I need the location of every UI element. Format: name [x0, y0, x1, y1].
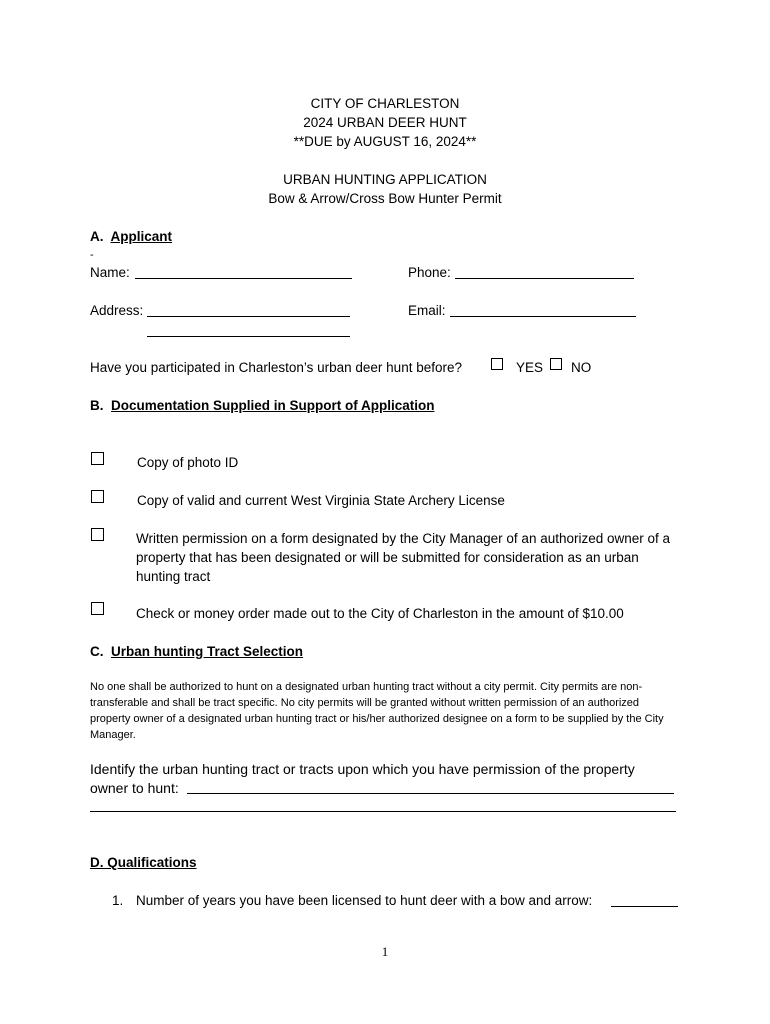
section-a-title: Applicant: [110, 229, 173, 244]
address-field-line-1[interactable]: [147, 316, 350, 317]
tract-field-line-1[interactable]: [187, 793, 674, 794]
header-due-date: **DUE by AUGUST 16, 2024**: [293, 134, 477, 149]
section-b-letter: B.: [90, 398, 104, 413]
name-field[interactable]: [135, 278, 352, 279]
address-field-line-2[interactable]: [147, 336, 350, 337]
stray-mark: -: [90, 249, 94, 261]
photo-id-checkbox[interactable]: [91, 452, 104, 465]
years-licensed-field[interactable]: [611, 906, 678, 907]
doc-item-archery-license: Copy of valid and current West Virginia State Archery License: [137, 493, 505, 508]
header-event: 2024 URBAN DEER HUNT: [303, 115, 467, 130]
yes-label: YES: [516, 360, 544, 375]
header-application-title: URBAN HUNTING APPLICATION: [283, 172, 487, 187]
name-label: Name:: [90, 265, 130, 280]
participation-question: Have you participated in Charleston’s urban deer hunt before?: [90, 360, 462, 375]
no-checkbox[interactable]: [550, 358, 562, 370]
header-permit-type: Bow & Arrow/Cross Bow Hunter Permit: [268, 191, 502, 206]
section-a-heading: [90, 228, 172, 246]
tract-field-line-2[interactable]: [90, 811, 676, 812]
phone-label: Phone:: [408, 265, 451, 280]
phone-field[interactable]: [455, 278, 634, 279]
payment-checkbox[interactable]: [91, 602, 104, 615]
section-b-title: Documentation Supplied in Support of Application: [111, 398, 435, 413]
doc-item-payment: Check or money order made out to the City of Charleston in the amount of $10.00: [136, 606, 624, 621]
section-a-letter: A.: [90, 229, 104, 244]
section-c-title: Urban hunting Tract Selection: [111, 644, 304, 659]
section-d-heading: D. Qualifications: [90, 855, 197, 870]
section-b-heading: [90, 397, 435, 415]
header-city: CITY OF CHARLESTON: [310, 96, 460, 111]
section-c-paragraph: No one shall be authorized to hunt on a designated urban hunting tract without a city permit. City permits are non-transferable and shall be tract specific. No city permits will be granted without written permission of an authorized property owner of a designated urban hunting tract or his/her authorized designee on a form to be supplied by the City Manager.: [90, 681, 664, 741]
tract-prompt-line-1: Identify the urban hunting tract or tracts upon which you have permission of the property: [90, 761, 635, 777]
qualification-item-text: Number of years you have been licensed to hunt deer with a bow and arrow:: [136, 893, 593, 908]
page-number: 1: [381, 944, 389, 959]
section-c-heading: [90, 643, 303, 661]
email-field[interactable]: [450, 316, 636, 317]
yes-checkbox[interactable]: [491, 358, 503, 370]
email-label: Email:: [408, 303, 446, 318]
doc-item-photo-id: Copy of photo ID: [137, 455, 239, 470]
tract-prompt-line-2: owner to hunt:: [90, 780, 179, 796]
no-label: NO: [571, 360, 592, 375]
qualification-item-number: 1.: [112, 893, 124, 908]
doc-item-written-permission: Written permission on a form designated by the City Manager of an authorized owner of a property that has been designated or will be submitted for consideration as an urban hunting tract: [136, 531, 671, 584]
address-label: Address:: [90, 303, 144, 318]
archery-license-checkbox[interactable]: [91, 490, 104, 503]
written-permission-checkbox[interactable]: [91, 528, 104, 541]
section-c-letter: C.: [90, 644, 104, 659]
